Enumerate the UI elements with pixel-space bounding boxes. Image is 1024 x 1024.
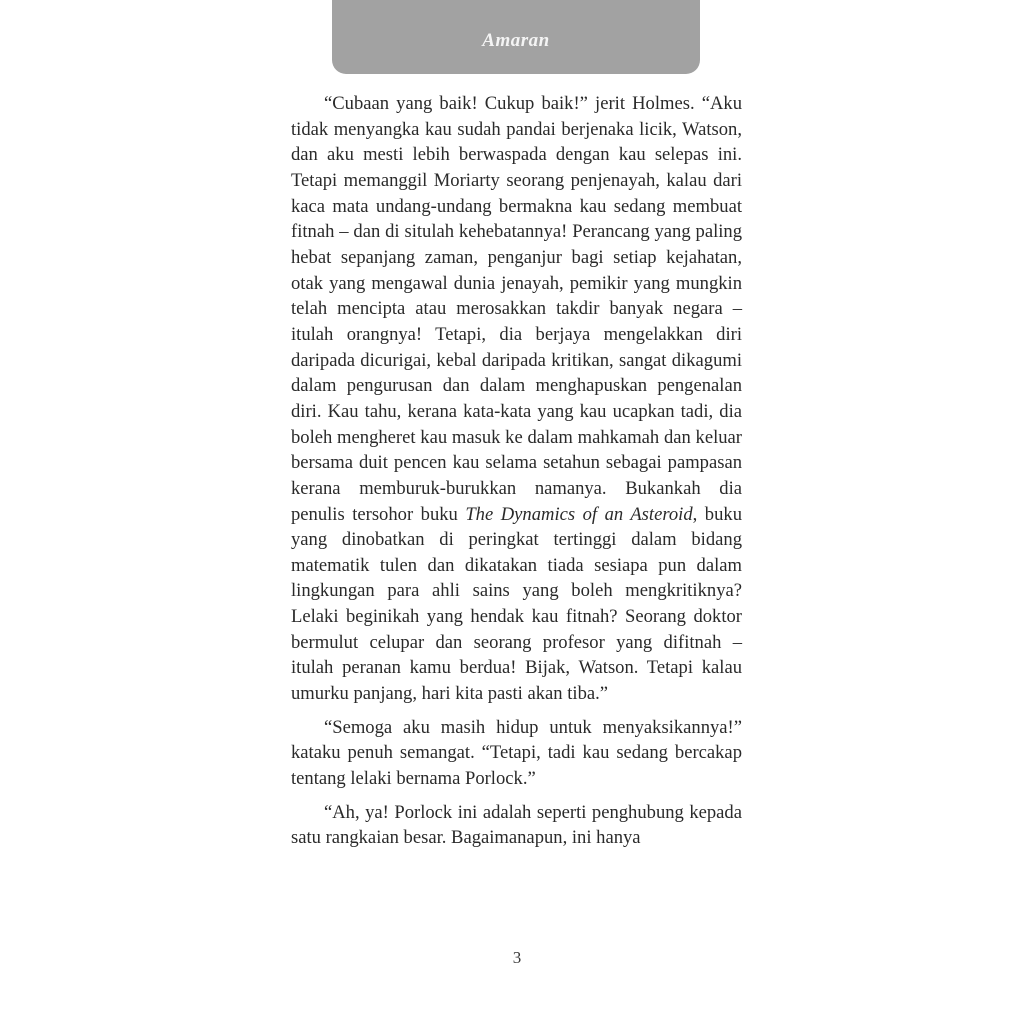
chapter-header-tab	[332, 0, 700, 74]
paragraph-1-text-before: “Cubaan yang baik! Cukup baik!” jerit Holmes. “Aku tidak menyangka kau sudah pandai berjenaka licik, Watson, dan aku mesti lebih berwaspada dengan kau selepas ini. Tetapi memanggil Moriarty seorang penjenayah, kalau dari kaca mata undang-undang bermakna kau sedang membuat fitnah – dan di situlah kehebatannya! Perancang yang paling hebat sepanjang zaman, penganjur bagi setiap kejahatan, otak yang mengawal dunia jenayah, pemikir yang mungkin telah mencipta atau merosakkan takdir banyak negara – itulah orangnya! Tetapi, dia berjaya mengelakkan diri daripada dicurigai, kebal daripada kritikan, sangat dikagumi dalam pengurusan dan dalam menghapuskan pengenalan diri. Kau tahu, kerana kata-kata yang kau ucapkan tadi, dia boleh mengheret kau masuk ke dalam mahkamah dan keluar bersama duit pencen kau selama setahun sebagai pampasan kerana memburuk-burukkan namanya. Bukankah dia penulis tersohor buku	[291, 93, 742, 525]
paragraph-3: “Ah, ya! Porlock ini adalah seperti penghubung kepada satu rangkaian besar. Bagaimanapun, ini hanya	[291, 801, 742, 849]
paragraph-1-text-after: , buku yang dinobatkan di peringkat tertinggi dalam bidang matematik tulen dan dikatakan tiada sesiapa pun dalam lingkungan para ahli sains yang boleh mengkritiknya? Lelaki beginikah yang hendak kau fitnah? Seorang doktor bermulut celupar dan seorang profesor yang difitnah – itulah peranan kamu berdua! Bijak, Watson. Tetapi kalau umurku panjang, hari kita pasti akan tiba.”	[291, 503, 742, 705]
paragraph-2: “Semoga aku masih hidup untuk menyaksikannya!” kataku penuh semangat. “Tetapi, tadi kau sedang bercakap tentang lelaki bernama Porlock.”	[291, 716, 742, 790]
page-number: 3	[512, 948, 522, 967]
body-text	[291, 91, 742, 859]
book-title-italic: The Dynamics of an Asteroid	[465, 503, 693, 525]
paragraph-1	[291, 91, 742, 707]
chapter-title: Amaran	[482, 30, 550, 51]
